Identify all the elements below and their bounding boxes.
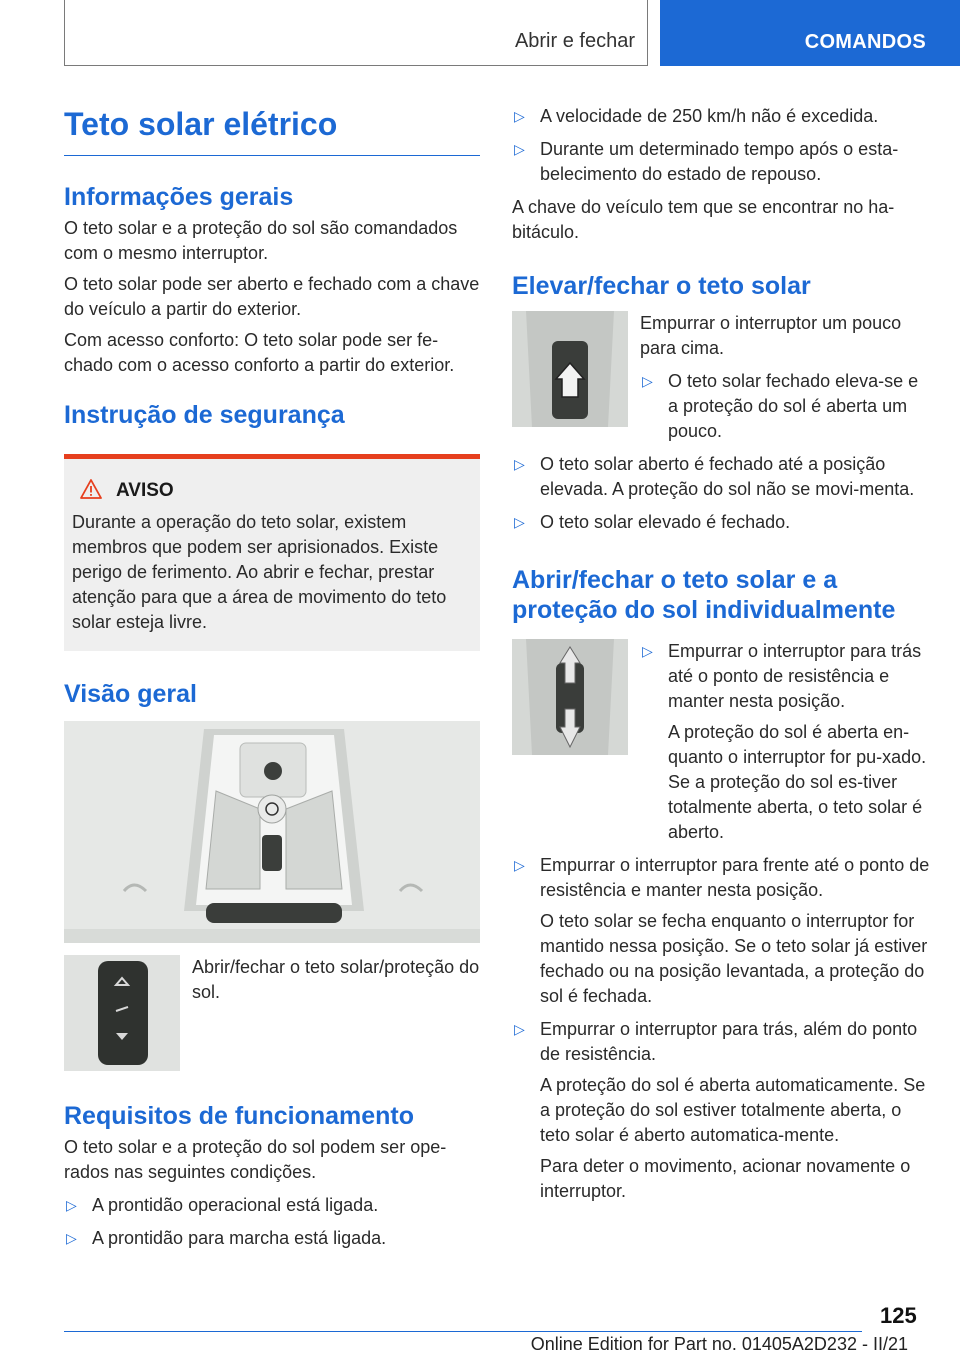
- list-item: [512, 452, 930, 502]
- page-number: 125: [880, 1303, 917, 1328]
- list-item: [64, 1226, 480, 1251]
- overview-heading: Visão geral: [64, 679, 197, 708]
- list-item: [512, 137, 930, 187]
- right-column: [512, 104, 930, 1204]
- triangle-bullet-icon: ▷: [514, 456, 525, 472]
- triangle-bullet-icon: ▷: [642, 643, 653, 659]
- individual-switch-image: [512, 639, 628, 755]
- warning-text: Durante a operação do teto solar, existem membros que podem ser aprisionados. Existe perigo de ferimento. Ao abrir e fechar, prestar atenção para que a área de movimento do teto solar esteja livre.: [72, 511, 447, 632]
- lift-bullet-inline: O teto solar fechado eleva-se e a proteção do sol é aberta um pouco.: [668, 371, 919, 441]
- individual-bullet-1-detail: A proteção do sol é aberta en-quanto o interruptor for pu-xado. Se a proteção do sol es-tiver totalmente aberta, o teto solar é aberto.: [668, 722, 927, 842]
- info-paragraph-2: O teto solar pode ser aberto e fechado com a chave do veículo a partir do exterior.: [64, 273, 480, 319]
- overview-caption: Abrir/fechar o teto solar/proteção do sol.: [192, 956, 480, 1002]
- individual-bullet-3-detail-1: A proteção do sol é aberta automaticamente. Se a proteção do sol estiver totalmente aberta, o teto solar é aberto automatica-mente.: [540, 1075, 926, 1145]
- triangle-bullet-icon: ▷: [514, 857, 525, 873]
- info-heading: Informações gerais: [64, 182, 294, 211]
- triangle-bullet-icon: ▷: [514, 108, 525, 124]
- overview-image: [64, 721, 480, 943]
- lift-switch-image: [512, 311, 628, 427]
- lift-bullet-2: O teto solar elevado é fechado.: [540, 512, 791, 532]
- key-note: A chave do veículo tem que se encontrar no ha-bitáculo.: [512, 197, 895, 242]
- list-item: [512, 853, 930, 903]
- triangle-bullet-icon: ▷: [514, 1021, 525, 1037]
- individual-bullet-2-detail: O teto solar se fecha enquanto o interruptor for mantido nessa posição. Se o teto solar já estiver fechado ou na posição levantada, a proteção do sol é fechada.: [540, 911, 928, 1006]
- individual-heading: [512, 565, 930, 625]
- chapter-tab-label: Abrir e fechar: [514, 30, 635, 52]
- switch-figure-row: [64, 955, 480, 1071]
- triangle-bullet-icon: ▷: [66, 1196, 77, 1213]
- footer-edition: Online Edition for Part no. 01405A2D232 - II/21: [530, 1334, 908, 1354]
- list-item: [512, 510, 930, 535]
- triangle-bullet-icon: ▷: [514, 141, 525, 157]
- requirement-bullet-1: A prontidão operacional está ligada.: [92, 1194, 379, 1215]
- footer-divider: [64, 1331, 862, 1332]
- chapter-tab[interactable]: [64, 0, 648, 66]
- section-tab-label: COMANDOS: [804, 31, 926, 53]
- individual-heading-line-2: proteção do sol individualmente: [512, 596, 896, 624]
- condition-bullet-4: Durante um determinado tempo após o esta-belecimento do estado de repouso.: [540, 139, 899, 184]
- warning-header: [72, 479, 470, 504]
- list-item: [512, 104, 930, 129]
- info-paragraph-1: O teto solar e a proteção do sol são comandados com o mesmo interruptor.: [64, 217, 458, 263]
- list-item: [640, 639, 930, 714]
- individual-text-block: [640, 639, 930, 845]
- list-item: [640, 369, 930, 444]
- individual-bullet-3: Empurrar o interruptor para trás, além do ponto de resistência.: [540, 1019, 918, 1064]
- lift-heading: Elevar/fechar o teto solar: [512, 272, 811, 300]
- condition-bullet-3: A velocidade de 250 km/h não é excedida.: [540, 106, 879, 126]
- requirements-paragraph: O teto solar e a proteção do sol podem ser ope-rados nas seguintes condições.: [64, 1136, 447, 1182]
- individual-bullet-3-detail-2: Para deter o movimento, acionar novamente o interruptor.: [540, 1156, 911, 1201]
- lift-figure-row: [512, 311, 930, 444]
- switch-closeup-image: [64, 955, 180, 1071]
- individual-heading-line-1: Abrir/fechar o teto solar e a: [512, 566, 838, 594]
- lift-bullet-1: O teto solar aberto é fechado até a posição elevada. A proteção do sol não se movi-menta.: [540, 454, 915, 499]
- lift-text-block: [640, 311, 930, 444]
- warning-title: AVISO: [116, 480, 174, 502]
- page-title: Teto solar elétrico: [64, 106, 480, 156]
- info-paragraph-3: Com acesso conforto: O teto solar pode ser fe-chado com o acesso conforto a partir do exterior.: [64, 329, 455, 375]
- section-tab[interactable]: [660, 0, 960, 66]
- warning-triangle-icon: [80, 479, 102, 504]
- triangle-bullet-icon: ▷: [514, 514, 525, 530]
- left-column: [64, 96, 480, 1251]
- individual-figure-row: [512, 639, 930, 845]
- list-item: [64, 1193, 480, 1218]
- safety-heading: Instrução de segurança: [64, 400, 345, 429]
- list-item: [512, 1017, 930, 1067]
- lift-instruction: Empurrar o interruptor um pouco para cima.: [640, 313, 902, 358]
- individual-bullet-1: Empurrar o interruptor para trás até o ponto de resistência e manter nesta posição.: [668, 641, 922, 711]
- individual-bullet-2: Empurrar o interruptor para frente até o ponto de resistência e manter nesta posição.: [540, 855, 930, 900]
- requirements-heading: Requisitos de funcionamento: [64, 1101, 415, 1130]
- triangle-bullet-icon: ▷: [66, 1229, 77, 1246]
- triangle-bullet-icon: ▷: [642, 373, 653, 389]
- requirement-bullet-2: A prontidão para marcha está ligada.: [92, 1227, 387, 1248]
- warning-box: [64, 454, 480, 651]
